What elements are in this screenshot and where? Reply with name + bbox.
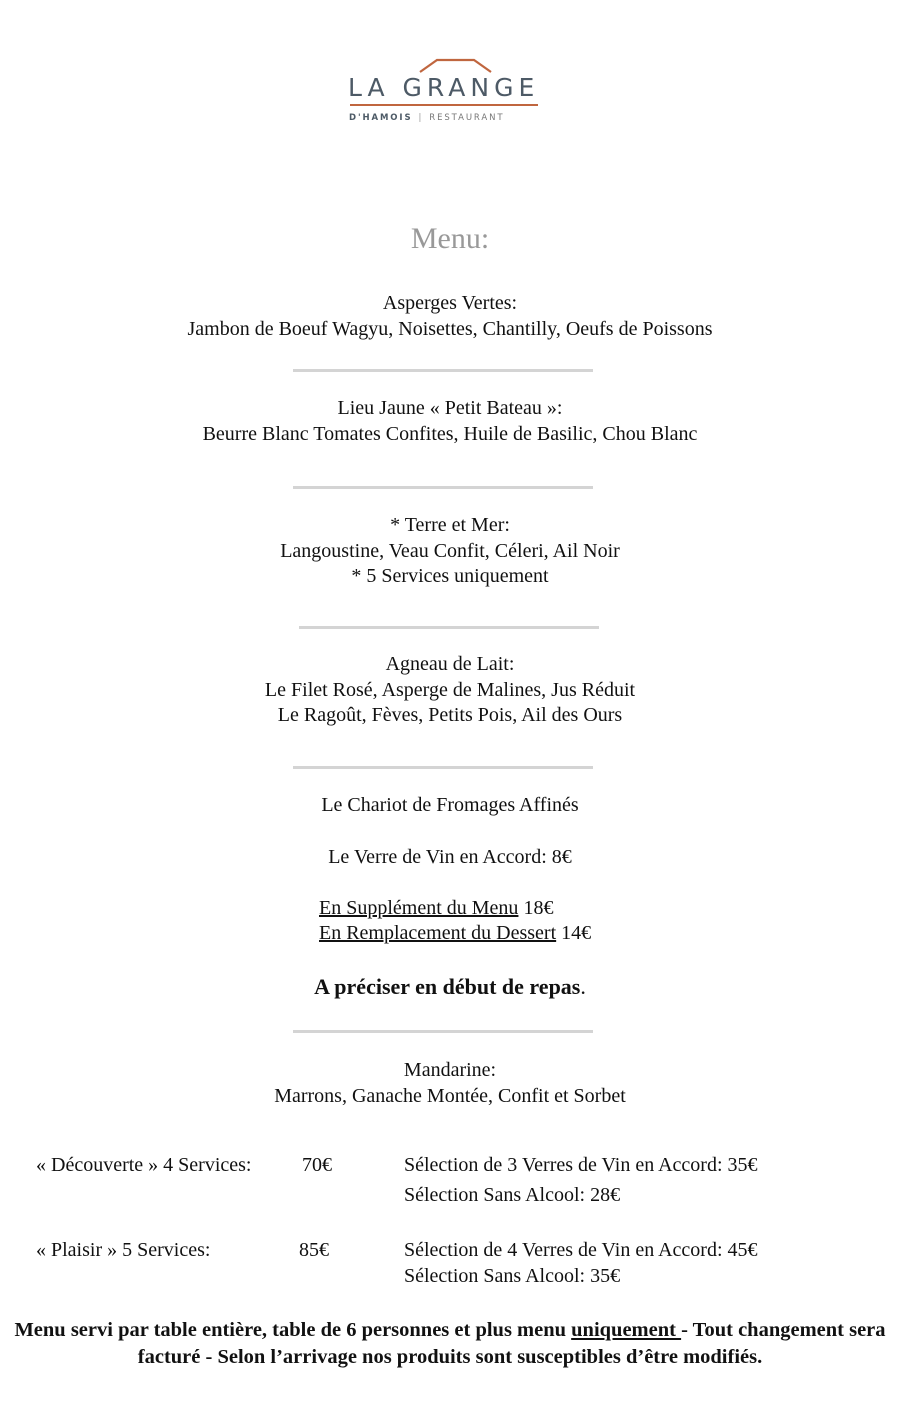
section-divider — [293, 369, 593, 372]
replacement-price: 14€ — [561, 922, 592, 944]
footer-text-2: - Tout changement sera facturé - Selon l’arrivage nos produits sont susceptibles d’être modifiés. — [137, 1319, 886, 1368]
course-description: Beurre Blanc Tomates Confites, Huile de Basilic, Chou Blanc — [202, 423, 698, 445]
offer-price: 70€ — [302, 1154, 332, 1176]
cheese-note — [0, 974, 900, 1000]
logo-name: LA GRANGE — [348, 73, 540, 102]
course-title: Lieu Jaune « Petit Bateau »: — [337, 397, 563, 419]
supplement-option — [319, 896, 553, 921]
course-description: Jambon de Boeuf Wagyu, Noisettes, Chantilly, Oeufs de Poissons — [187, 318, 713, 340]
course-description: Le Filet Rosé, Asperge de Malines, Jus Réduit — [264, 679, 636, 701]
replacement-label: En Remplacement du Dessert — [319, 922, 557, 944]
offer-no-alcohol: Sélection Sans Alcool: 28€ — [404, 1184, 621, 1206]
supplement-price: 18€ — [523, 897, 554, 919]
offer-name: « Découverte » 4 Services: — [36, 1154, 252, 1176]
course-title: Asperges Vertes: — [382, 292, 518, 314]
footer-underlined: uniquement — [571, 1319, 682, 1341]
course-title: Agneau de Lait: — [385, 653, 515, 675]
replacement-option — [319, 921, 591, 946]
menu-title: Menu: — [410, 222, 490, 255]
cheese-title: Le Chariot de Fromages Affinés — [321, 794, 579, 816]
offer-wine-pairing: Sélection de 4 Verres de Vin en Accord: 45€ — [404, 1239, 758, 1261]
course-title: * Terre et Mer: — [390, 514, 510, 536]
footer-notice — [10, 1317, 890, 1371]
logo-underline — [350, 104, 538, 106]
course-description: Langoustine, Veau Confit, Céleri, Ail Noir — [280, 540, 620, 562]
wine-pairing-glass: Le Verre de Vin en Accord: 8€ — [328, 846, 572, 868]
restaurant-logo — [0, 56, 900, 136]
section-divider — [293, 766, 593, 769]
logo-subtitle-separator: | — [418, 113, 424, 123]
course-description: Le Ragoût, Fèves, Petits Pois, Ail des Ours — [277, 704, 623, 726]
logo-subtitle-location: D'HAMOIS — [349, 113, 413, 123]
logo-subtitle — [349, 113, 504, 123]
supplement-label: En Supplément du Menu — [319, 897, 519, 919]
course-note: * 5 Services uniquement — [351, 565, 549, 587]
cheese-note-bold: A préciser en début de repas — [314, 974, 581, 999]
offer-wine-pairing: Sélection de 3 Verres de Vin en Accord: 35€ — [404, 1154, 758, 1176]
offer-name: « Plaisir » 5 Services: — [36, 1239, 211, 1261]
offer-no-alcohol: Sélection Sans Alcool: 35€ — [404, 1265, 621, 1287]
section-divider — [293, 486, 593, 489]
section-divider — [293, 1030, 593, 1033]
cheese-note-end: . — [580, 974, 586, 999]
offer-price: 85€ — [299, 1239, 329, 1261]
dessert-description: Marrons, Ganache Montée, Confit et Sorbet — [274, 1085, 626, 1107]
logo-subtitle-type: RESTAURANT — [429, 113, 505, 123]
footer-text-1: Menu servi par table entière, table de 6 personnes et plus menu — [14, 1319, 572, 1341]
dessert-title: Mandarine: — [403, 1059, 497, 1081]
section-divider — [299, 626, 599, 629]
